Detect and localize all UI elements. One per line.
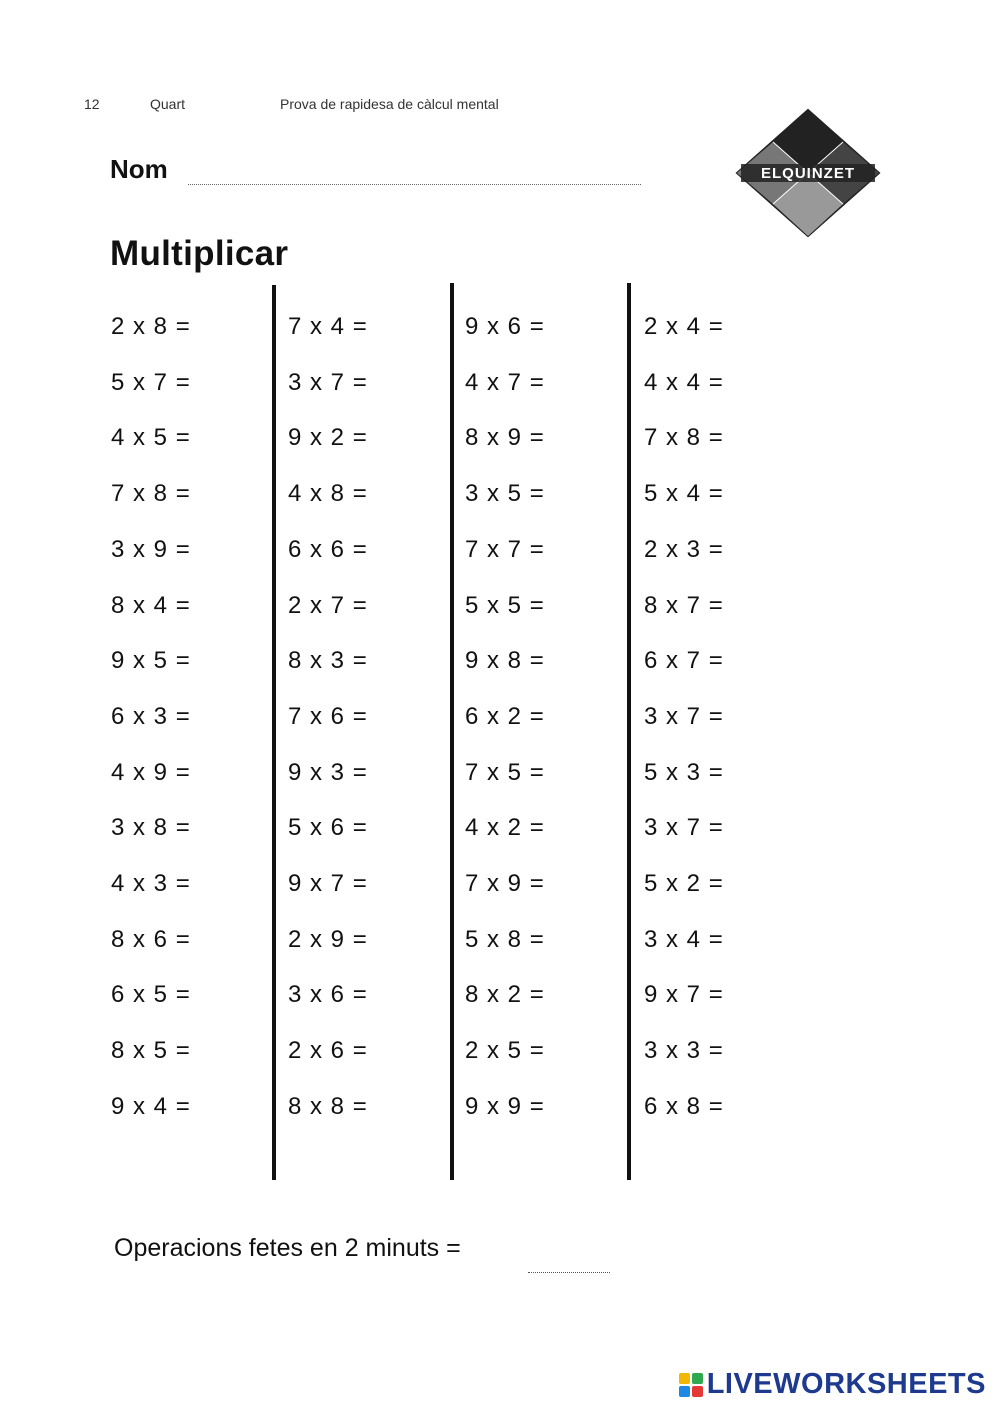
multiplication-item: 9 x 5 = <box>111 647 191 675</box>
multiplication-item: 7 x 6 = <box>288 702 368 730</box>
multiplication-item: 8 x 7 = <box>644 591 724 619</box>
multiplication-item: 4 x 7 = <box>465 368 545 396</box>
multiplication-item: 9 x 9 = <box>465 1092 545 1120</box>
page-heading: Multiplicar <box>110 234 289 273</box>
multiplication-item: 3 x 4 = <box>644 925 724 953</box>
multiplication-item: 5 x 3 = <box>644 758 724 786</box>
multiplication-item: 6 x 2 = <box>465 702 545 730</box>
multiplication-item: 7 x 8 = <box>644 424 724 452</box>
column-divider <box>272 285 276 1180</box>
multiplication-item: 3 x 8 = <box>111 814 191 842</box>
multiplication-item: 4 x 9 = <box>111 758 191 786</box>
multiplication-item: 3 x 6 = <box>288 981 368 1009</box>
test-title: Prova de rapidesa de càlcul mental <box>280 96 499 112</box>
multiplication-item: 7 x 4 = <box>288 313 368 340</box>
operations-count-label: Operacions fetes en 2 minuts = <box>114 1234 461 1262</box>
multiplication-item: 3 x 5 = <box>465 480 545 508</box>
multiplication-item: 2 x 7 = <box>288 591 368 619</box>
multiplication-item: 2 x 4 = <box>644 313 724 340</box>
brand-text: LIVEWORKSHEETS <box>706 1368 986 1400</box>
multiplication-item: 5 x 8 = <box>465 925 545 953</box>
multiplication-item: 8 x 4 = <box>111 591 191 619</box>
multiplication-item: 8 x 6 = <box>111 925 191 953</box>
column-divider <box>627 283 631 1180</box>
name-input-line[interactable] <box>188 184 641 185</box>
multiplication-item: 8 x 2 = <box>465 981 545 1009</box>
multiplication-item: 5 x 4 = <box>644 480 724 508</box>
multiplication-item: 4 x 4 = <box>644 368 724 396</box>
multiplication-item: 8 x 3 = <box>288 647 368 675</box>
multiplication-item: 5 x 6 = <box>288 814 368 842</box>
multiplication-item: 6 x 7 = <box>644 647 724 675</box>
multiplication-item: 6 x 8 = <box>644 1092 724 1120</box>
multiplication-item: 6 x 6 = <box>288 535 368 563</box>
multiplication-item: 6 x 3 = <box>111 702 191 730</box>
logo-text: ELQUINZET <box>761 165 855 182</box>
multiplication-item: 2 x 3 = <box>644 535 724 563</box>
grade-label: Quart <box>150 96 186 112</box>
multiplication-item: 4 x 3 = <box>111 870 191 897</box>
multiplication-item: 9 x 8 = <box>465 647 545 675</box>
multiplication-item: 9 x 7 = <box>288 870 368 897</box>
multiplication-item: 7 x 9 = <box>465 870 545 897</box>
multiplication-item: 8 x 5 = <box>111 1037 191 1065</box>
multiplication-item: 5 x 5 = <box>465 591 545 619</box>
multiplication-item: 4 x 5 = <box>111 424 191 452</box>
multiplication-item: 4 x 8 = <box>288 480 368 508</box>
multiplication-item: 8 x 8 = <box>288 1092 368 1120</box>
multiplication-item: 5 x 7 = <box>111 368 191 396</box>
multiplication-item: 3 x 9 = <box>111 535 191 563</box>
operations-count-input-line[interactable] <box>528 1272 610 1273</box>
multiplication-item: 3 x 7 = <box>644 814 724 842</box>
multiplication-item: 4 x 2 = <box>465 814 545 842</box>
multiplication-item: 7 x 8 = <box>111 480 191 508</box>
multiplication-item: 6 x 5 = <box>111 981 191 1009</box>
multiplication-item: 3 x 7 = <box>644 702 724 730</box>
multiplication-item: 9 x 7 = <box>644 981 724 1009</box>
multiplication-item: 3 x 7 = <box>288 368 368 396</box>
liveworksheets-logo <box>679 1368 986 1401</box>
diamond-logo-icon <box>733 108 883 238</box>
multiplication-item: 9 x 6 = <box>465 313 545 340</box>
name-label: Nom <box>110 154 168 184</box>
brand-badge-icon <box>679 1373 703 1397</box>
multiplication-item: 3 x 3 = <box>644 1037 724 1065</box>
multiplication-item: 2 x 5 = <box>465 1037 545 1065</box>
column-divider <box>450 283 454 1180</box>
multiplication-item: 8 x 9 = <box>465 424 545 452</box>
multiplication-item: 9 x 4 = <box>111 1092 191 1120</box>
multiplication-item: 5 x 2 = <box>644 870 724 897</box>
multiplication-item: 9 x 2 = <box>288 424 368 452</box>
multiplication-item: 2 x 9 = <box>288 925 368 953</box>
multiplication-item: 7 x 5 = <box>465 758 545 786</box>
multiplication-item: 9 x 3 = <box>288 758 368 786</box>
multiplication-item: 2 x 8 = <box>111 313 191 340</box>
multiplication-item: 2 x 6 = <box>288 1037 368 1065</box>
page-number: 12 <box>84 96 100 112</box>
multiplication-item: 7 x 7 = <box>465 535 545 563</box>
